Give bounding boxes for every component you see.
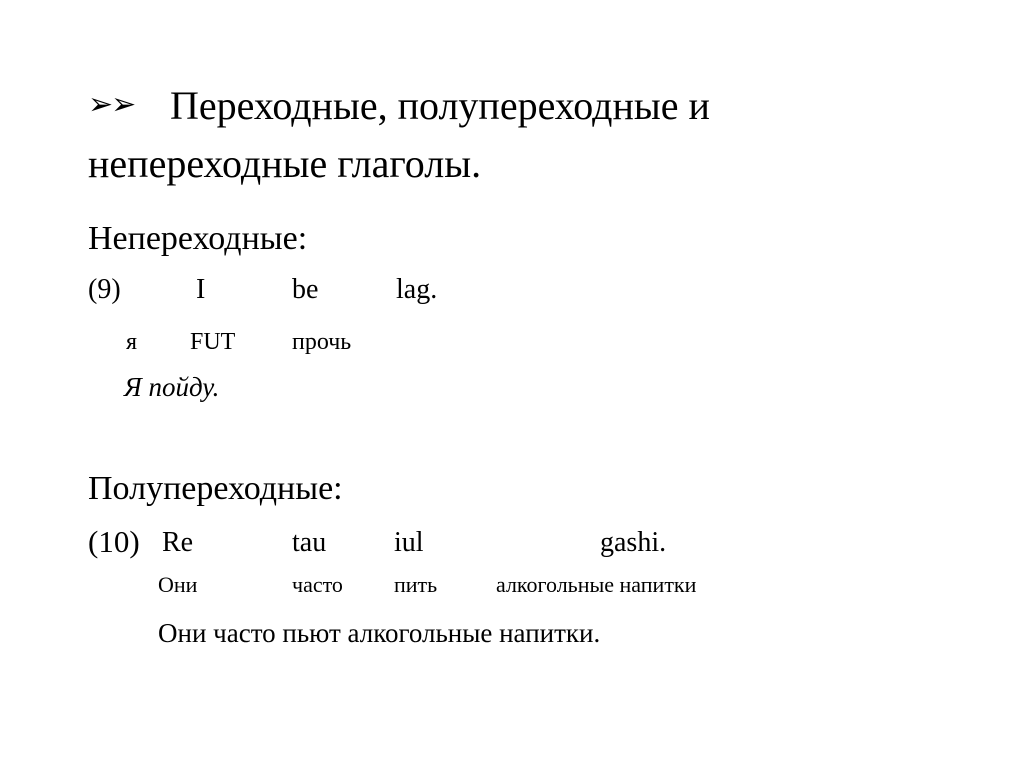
example-word: be <box>292 274 319 305</box>
example-word: lag. <box>396 274 438 305</box>
example-gloss: прочь <box>292 329 352 355</box>
bullet-arrow-icon: ➢➢ <box>88 88 135 121</box>
example-number: (10) <box>88 524 140 559</box>
example-gloss: FUT <box>190 329 236 355</box>
example-translation: Я пойду. <box>124 372 220 402</box>
example-gloss: часто <box>292 572 343 597</box>
example-word: iul <box>394 527 424 558</box>
semitransitive-heading: Полупереходные: <box>88 470 343 507</box>
example-gloss: пить <box>394 572 438 597</box>
example-gloss: алкогольные напитки <box>496 572 697 597</box>
intransitive-heading: Непереходные: <box>88 220 308 257</box>
example-word: Re <box>162 527 194 558</box>
example-gloss: я <box>126 329 138 355</box>
example-word: tau <box>292 527 327 558</box>
example-word: gashi. <box>600 527 667 558</box>
example-number: (9) <box>88 274 121 305</box>
example-translation: Они часто пьют алкогольные напитки. <box>158 618 601 648</box>
slide-title-line-1: Переходные, полупереходные и <box>170 83 710 128</box>
slide-title-line-2: непереходные глаголы. <box>88 141 482 186</box>
example-word: I <box>196 274 206 305</box>
example-gloss: Они <box>158 572 198 597</box>
